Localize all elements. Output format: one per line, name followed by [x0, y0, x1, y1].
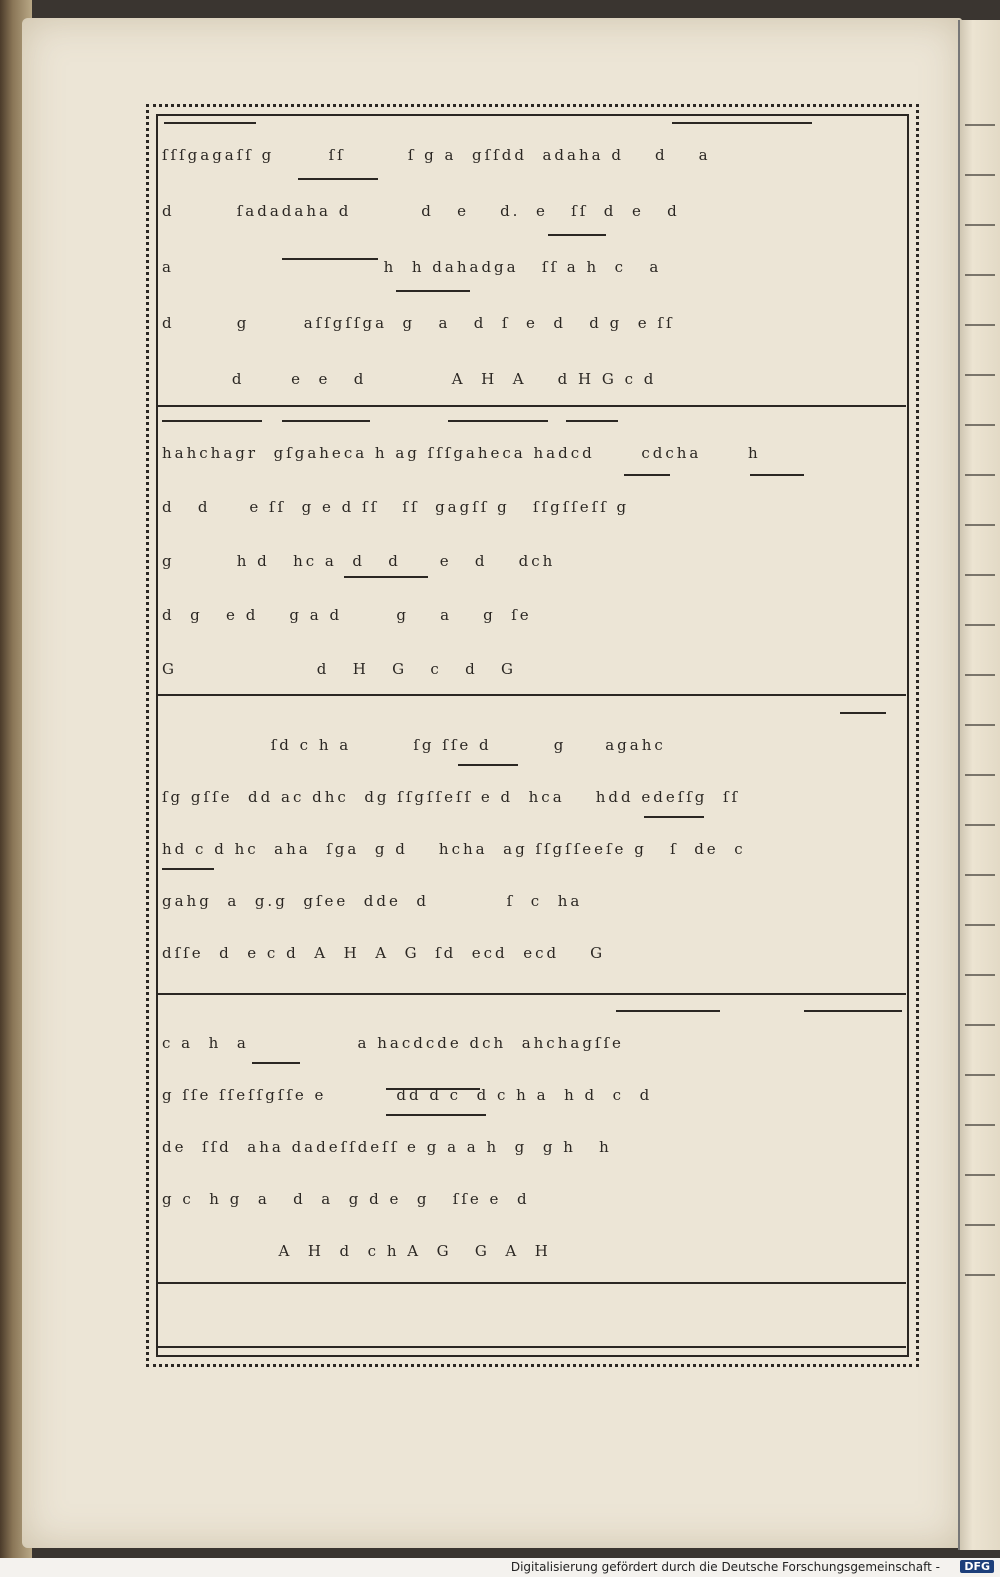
tablature-row: [158, 1006, 906, 1062]
tablature-row: [158, 470, 906, 526]
tablature-system-1: [158, 118, 906, 400]
tablature-system-2: [158, 416, 906, 686]
dfg-logo: DFG: [960, 1560, 994, 1573]
system-divider: [158, 405, 906, 407]
tablature-letters: G d H G c d G: [162, 660, 516, 678]
tablature-letters: gahg a g.g gſee dde d ſ c ha: [162, 892, 583, 910]
tablature-row: [158, 286, 906, 342]
tablature-letters: ſd c h a ſg ſſe d g agahc: [162, 736, 666, 754]
tablature-row: [158, 1214, 906, 1270]
tablature-letters: dſſe d e c d A H A G ſd ecd ecd G: [162, 944, 606, 962]
tablature-system-3: [158, 708, 906, 978]
bottom-rule: [158, 1346, 906, 1348]
tablature-row: [158, 708, 906, 764]
tablature-row: [158, 174, 906, 230]
tablature-row: [158, 342, 906, 398]
tablature-row: [158, 1058, 906, 1114]
tablature-row: [158, 1162, 906, 1218]
tablature-letters: d d e ſſ g e d ſſ ſſ gagſſ g ſſgſſeſſ g: [162, 498, 630, 516]
tablature-row: [158, 1110, 906, 1166]
system-divider: [158, 1282, 906, 1284]
tablature-letters: d e e d A H A d H G c d: [162, 370, 657, 388]
tablature-letters: d g aſſgſſga g a d ſ e d d g e ſſ: [162, 314, 675, 332]
tablature-row: [158, 812, 906, 868]
footer-credit: Digitalisierung gefördert durch die Deutsche Forschungsgemeinschaft -: [510, 1560, 940, 1574]
tablature-letters: hd c d hc aha ſga g d hcha ag ſſgſſeeſe g ſ de c: [162, 840, 746, 858]
tablature-row: [158, 632, 906, 688]
tablature-letters: d g e d g a d g a g ſe: [162, 606, 532, 624]
tablature-row: [158, 524, 906, 580]
tablature-letters: ſg gſſe dd ac dhc dg ſſgſſeſſ e d hca hdd edeſſg ſſ: [162, 788, 741, 806]
system-divider: [158, 993, 906, 995]
tablature-row: [158, 578, 906, 634]
tablature-letters: g ſſe ſſeſſgſſe e dd d c d c h a h d c d: [162, 1086, 653, 1104]
system-divider: [158, 694, 906, 696]
tablature-letters: A H d c h A G G A H: [162, 1242, 551, 1260]
tablature-letters: g c h g a d a g d e g ſſe e d: [162, 1190, 530, 1208]
tablature-row: [158, 230, 906, 286]
tablature-row: [158, 416, 906, 472]
tablature-row: [158, 760, 906, 816]
tablature-row: [158, 916, 906, 972]
tablature-letters: ſſſgagaſſ g ſſ ſ g a gſſdd adaha d d a: [162, 146, 711, 164]
tablature-letters: a h h dahadga ſſ a h c a: [162, 258, 662, 276]
tablature-letters: d ſadadaha d d e d. e ſſ d e d: [162, 202, 680, 220]
tablature-row: [158, 118, 906, 174]
tablature-letters: de ſſd aha dadeſſdeſſ e g a a h g g h h: [162, 1138, 612, 1156]
tablature-letters: c a h a a hacdcde dch ahchagſſe: [162, 1034, 624, 1052]
tablature-letters: g h d hc a d d e d dch: [162, 552, 556, 570]
tablature-row: [158, 864, 906, 920]
tablature-system-4: [158, 1006, 906, 1276]
tablature-letters: hahchagr gſgaheca h ag ſſſgaheca hadcd cdcha h: [162, 444, 761, 462]
facing-page-lines: [965, 120, 995, 1320]
